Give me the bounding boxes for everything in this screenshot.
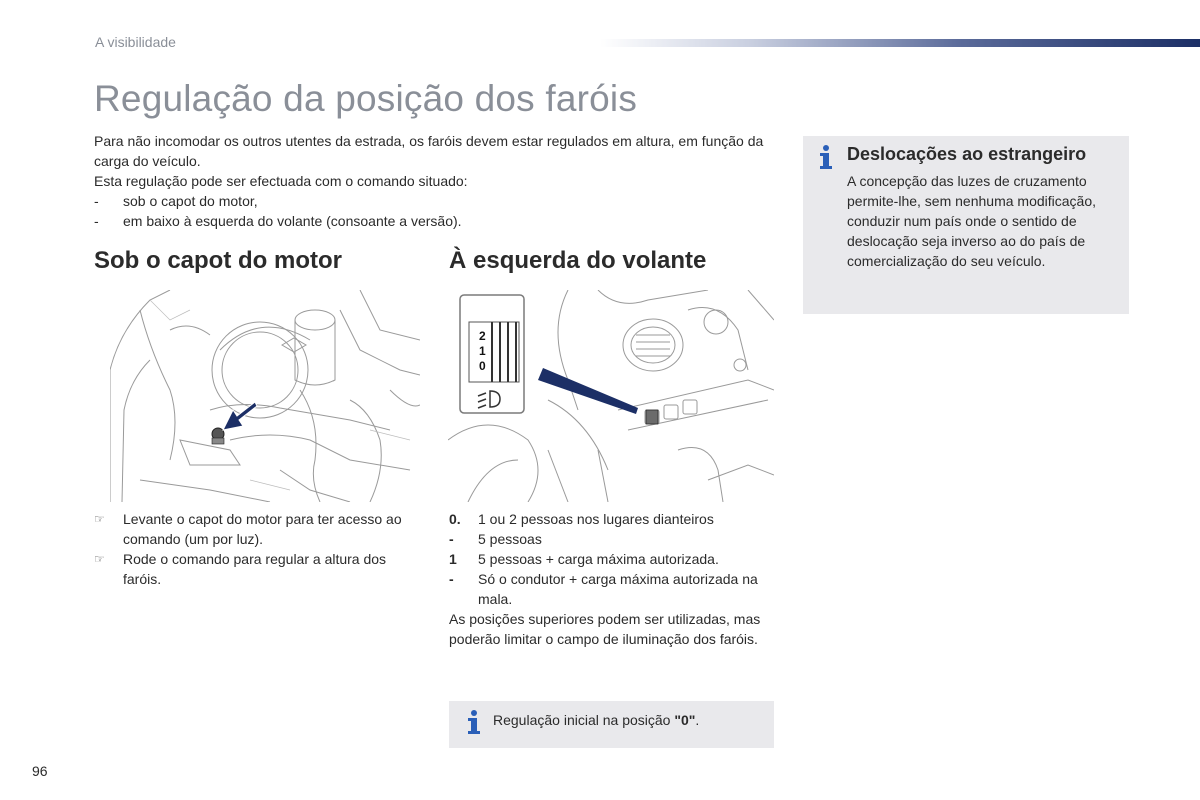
position-text: 5 pessoas + carga máxima autorizada.: [478, 551, 719, 567]
info-panel-body: A concepção das luzes de cruzamento permite-lhe, sem nenhuma modificação, conduzir num país onde o sentido de deslocação seja inverso ao do país de comercialização do seu veículo.: [847, 173, 1097, 269]
step-text: Rode o comando para regular a altura dos faróis.: [123, 551, 387, 587]
intro-paragraph: Para não incomodar os outros utentes da estrada, os faróis devem estar regulados em altura, em função da carga do veículo.: [94, 133, 764, 169]
travel-abroad-panel: [803, 136, 1129, 314]
info-icon: [815, 142, 837, 172]
position-text: Só o condutor + carga máxima autorizada na mala.: [478, 571, 758, 607]
list-item: - sob o capot do motor,: [94, 191, 774, 211]
engine-section-heading: Sob o capot do motor: [94, 247, 342, 274]
list-item: [449, 529, 774, 549]
info-icon: [463, 707, 485, 737]
hand-pointer-icon: ☞: [94, 552, 105, 566]
position-text: 1 ou 2 pessoas nos lugares dianteiros: [478, 511, 714, 527]
engine-bay-illustration: [110, 290, 420, 502]
location-list: [94, 191, 774, 231]
leveling-dial-inset: [460, 295, 524, 413]
page-number: 96: [32, 763, 48, 779]
list-item: [449, 549, 774, 569]
list-item: [94, 549, 424, 589]
position-list: [449, 509, 774, 649]
initial-setting-note: [449, 701, 774, 748]
note-text: [493, 710, 699, 730]
list-item: [449, 569, 774, 609]
page-title: Regulação da posição dos faróis: [94, 78, 638, 119]
dial-label-bottom: 0: [479, 359, 486, 373]
position-key: 1: [449, 551, 457, 567]
section-label: A visibilidade: [95, 34, 176, 50]
position-text: 5 pessoas: [478, 531, 542, 547]
intro-paragraph: Esta regulação pode ser efectuada com o comando situado:: [94, 173, 468, 189]
position-key: -: [449, 571, 454, 587]
list-item: [449, 509, 774, 529]
engine-steps: [94, 509, 424, 589]
position-key: -: [449, 531, 454, 547]
steering-section-heading: À esquerda do volante: [449, 247, 707, 274]
note-suffix: .: [695, 712, 700, 728]
hand-pointer-icon: ☞: [94, 512, 105, 526]
dashboard-illustration: [448, 290, 774, 502]
list-item: - em baixo à esquerda do volante (consoante a versão).: [94, 211, 774, 231]
note-prefix: Regulação inicial na posição: [493, 712, 675, 728]
header-gradient-bar: [600, 39, 1200, 47]
position-key: 0.: [449, 511, 461, 527]
note-value: "0": [674, 712, 696, 728]
intro-text: [94, 131, 774, 231]
positions-footnote: As posições superiores podem ser utilizadas, mas poderão limitar o campo de iluminação dos faróis.: [449, 611, 761, 647]
dial-label-middle: 1: [479, 344, 486, 358]
dial-label-top: 2: [479, 329, 486, 343]
step-text: Levante o capot do motor para ter acesso ao comando (um por luz).: [123, 511, 402, 547]
list-item: [94, 509, 424, 549]
info-panel-title: Deslocações ao estrangeiro: [847, 144, 1087, 164]
